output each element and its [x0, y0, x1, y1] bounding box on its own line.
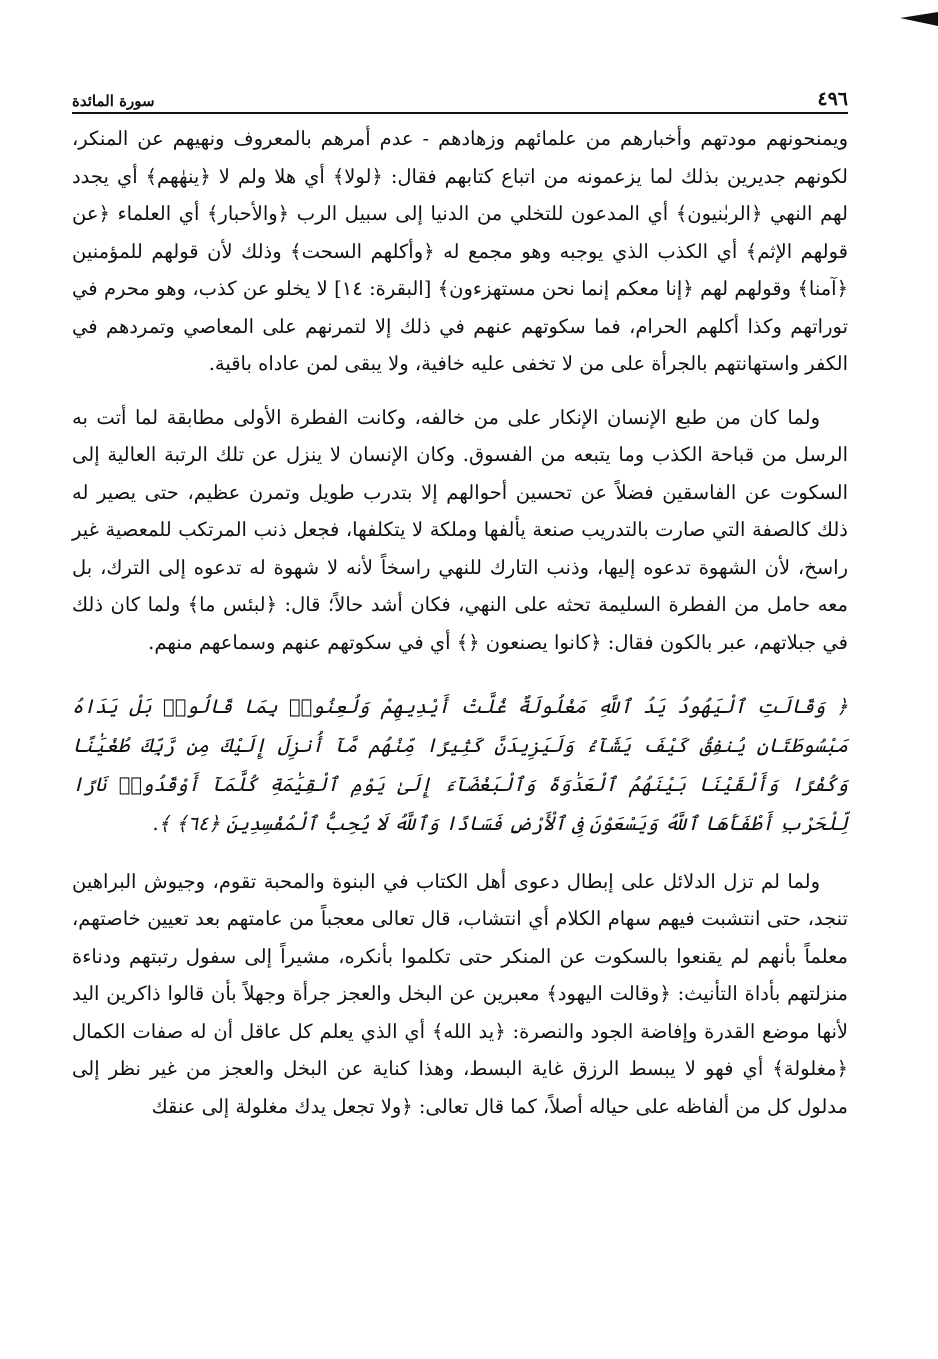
page-number: ٤٩٦	[817, 88, 848, 110]
surah-title: سورة المائدة	[72, 92, 155, 110]
corner-arrow-mark	[900, 12, 938, 26]
paragraph-1: ويمنحونهم مودتهم وأخبارهم من علمائهم وزهادهم - عدم أمرهم بالمعروف ونهيهم عن المنكر، لكونهم جديرين بذلك لما يزعمونه من اتباع كتابهم فقال: ﴿لولا﴾ أي هلا ولم لا ﴿ينهٰهم﴾ أي يجدد لهم النهي ﴿الربٰنيون﴾ أي المدعون للتخلي من الدنيا إلى سبيل الرب ﴿والأحبار﴾ أي العلماء ﴿عن قولهم الإثم﴾ أي الكذب الذي يوجبه وهو مجمع له ﴿وأكلهم السحت﴾ وذلك لأن قولهم للمؤمنين ﴿آمنا﴾ وقولهم لهم ﴿إنا معكم إنما نحن مستهزءون﴾ [البقرة: ١٤] لا يخلو عن كذب، وهو محرم في توراتهم وكذا أكلهم الحرام، فما سكوتهم عنهم في ذلك إلا لتمرنهم على المعاصي وتمردهم في الكفر واستهانتهم بالجرأة على من لا تخفى عليه خافية، ولا يبقى لمن عاداه باقية.	[72, 127, 849, 375]
page-header	[72, 80, 848, 114]
paragraph-3: ولما لم تزل الدلائل على إبطال دعوى أهل الكتاب في البنوة والمحبة تقوم، وجيوش البراهين تنجد، حتى انتشبت فيهم سهام الكلام أي انتشاب، قال تعالى معجباً من عامتهم بعد تعيين خاصتهم، معلماً بأنهم لم يقنعوا بالسكوت عن المنكر حتى تكلموا بأنكره، مشيراً إلى سفول رتبتهم ودناءة منزلتهم بأداة التأنيث: ﴿وقالت اليهود﴾ معبرين عن البخل والعجز جرأة وجهلاً بأن قالوا ذاكرين اليد لأنها موضع القدرة وإفاضة الجود والنصرة: ﴿يد الله﴾ أي الذي يعلم كل عاقل أن له صفات الكمال ﴿مغلولة﴾ أي فهو لا يبسط الرزق غاية البسط، وهذا كناية عن البخل والعجز من غير نظر إلى مدلول كل من ألفاظه على حياله أصلاً، كما قال تعالى: ﴿ولا تجعل يدك مغلولة إلى عنقك	[72, 869, 848, 1118]
quran-verse: ﴿ وَقَالَتِ ٱلْيَهُودُ يَدُ ٱللَّهِ مَغْلُولَةٌ غُلَّتْ أَيْدِيهِمْ وَلُعِنُوا۟ بِمَا قَالُوا۟ بَلْ يَدَاهُ مَبْسُوطَتَانِ يُنفِقُ كَيْفَ يَشَآءُ وَلَيَزِيدَنَّ كَثِيرًا مِّنْهُم مَّآ أُنزِلَ إِلَيْكَ مِن رَّبِّكَ طُغْيَٰنًا وَكُفْرًا وَأَلْقَيْنَا بَيْنَهُمُ ٱلْعَدَٰوَةَ وَٱلْبَغْضَآءَ إِلَىٰ يَوْمِ ٱلْقِيَٰمَةِ كُلَّمَآ أَوْقَدُوا۟ نَارًا لِّلْحَرْبِ أَطْفَأَهَا ٱللَّهُ وَيَسْعَوْنَ فِى ٱلْأَرْضِ فَسَادًا وَٱللَّهُ لَا يُحِبُّ ٱلْمُفْسِدِينَ ﴿٦٤﴾ ﴾.	[72, 695, 848, 835]
paragraph-2: ولما كان من طبع الإنسان الإنكار على من خالفه، وكانت الفطرة الأولى مطابقة لما أتت به الرسل من قباحة الكذب وما يتبعه من الفسوق. وكان الإنسان لا ينزل عن تلك الرتبة العالية إلى السكوت عن الفاسقين فضلاً عن تحسين أحوالهم إلا بتدرب طويل وتمرن عظيم، حتى يصير له ذلك كالصفة التي صارت بالتدريب صنعة يألفها وملكة لا يتكلفها، فجعل ذنب المرتكب للمعصية غير راسخ، لأن الشهوة تدعوه إليها، وذنب التارك للنهي راسخاً لأنه لا شهوة له تدعوه إلى الترك، بل معه حامل من الفطرة السليمة تحثه على النهي، فكان أشد حالاً؛ قال: ﴿لبئس ما﴾ ولما كان ذلك في جبلاتهم، عبر بالكون فقال: ﴿كانوا يصنعون ﴿﴾ أي في سكوتهم عنهم وسماعهم منهم.	[72, 405, 848, 654]
book-page	[72, 80, 848, 1340]
